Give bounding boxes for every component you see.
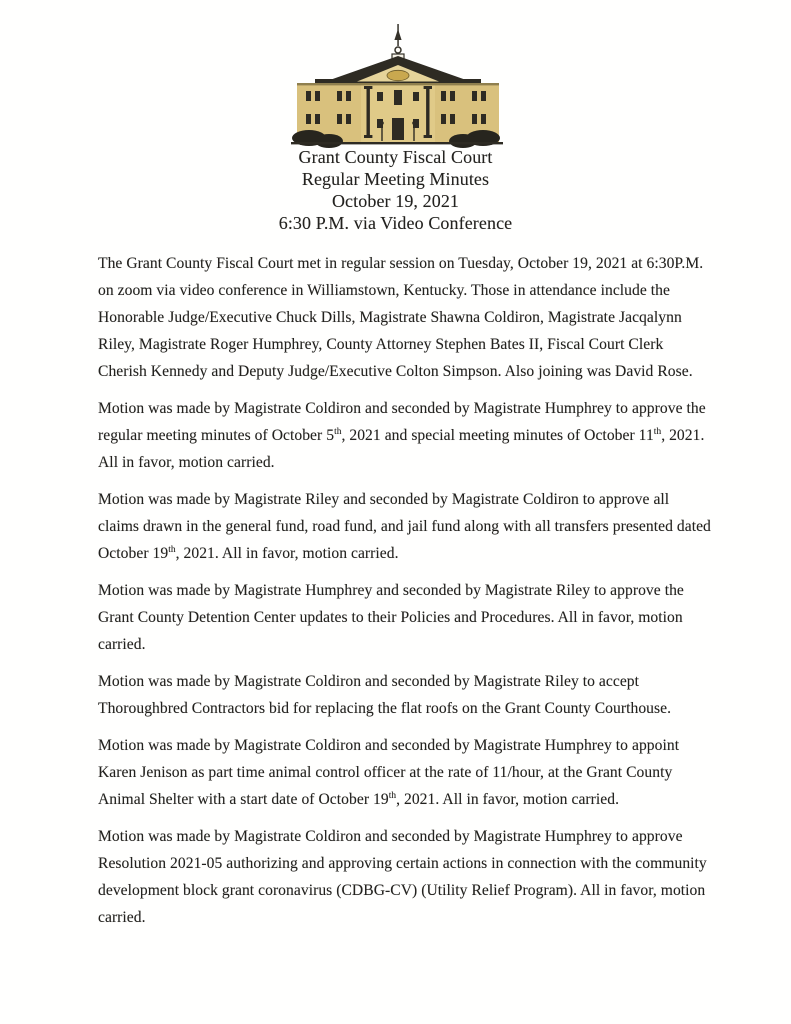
paragraph: Motion was made by Magistrate Riley and seconded by Magistrate Coldiron to approve all claims drawn in the general fund, road fund, and jail fund along with all transfers presented dated October 19th, 2021. All in favor, motion carried. <box>98 491 711 562</box>
paragraph: Motion was made by Magistrate Humphrey and seconded by Magistrate Riley to approve the Grant County Detention Center updates to their Policies and Procedures. All in favor, motion carried. <box>98 582 684 653</box>
title-line-court: Grant County Fiscal Court <box>298 147 493 167</box>
title-line-time: 6:30 P.M. via Video Conference <box>278 213 513 233</box>
paragraph: Motion was made by Magistrate Coldiron and seconded by Magistrate Riley to accept Thoroughbred Contractors bid for replacing the flat roofs on the Grant County Courthouse. <box>98 673 672 717</box>
document-body <box>98 250 714 941</box>
paragraph: Motion was made by Magistrate Coldiron and seconded by Magistrate Humphrey to appoint Karen Jenison as part time animal control officer at the rate of 11/hour, at the Grant County Animal Shelter with a start date of October 19th, 2021. All in favor, motion carried. <box>98 737 680 808</box>
title-line-date: October 19, 2021 <box>331 191 460 211</box>
courthouse-icon <box>281 24 511 157</box>
paragraph: Motion was made by Magistrate Coldiron and seconded by Magistrate Humphrey to approve Resolution 2021-05 authorizing and approving certain actions in connection with the community development block grant coronavirus (CDBG-CV) (Utility Relief Program). All in favor, motion carried. <box>98 828 707 926</box>
paragraph: The Grant County Fiscal Court met in regular session on Tuesday, October 19, 2021 at 6:30P.M. on zoom via video conference in Williamstown, Kentucky. Those in attendance include the Honorable Judge/Executive Chuck Dills, Magistrate Shawna Coldiron, Magistrate Jacqalynn Riley, Magistrate Roger Humphrey, County Attorney Stephen Bates II, Fiscal Court Clerk Cherish Kennedy and Deputy Judge/Executive Colton Simpson. Also joining was David Rose. <box>98 255 704 380</box>
paragraph: Motion was made by Magistrate Coldiron and seconded by Magistrate Humphrey to approve the regular meeting minutes of October 5th, 2021 and special meeting minutes of October 11th, 2021. All in favor, motion carried. <box>98 400 706 471</box>
courthouse-illustration <box>0 24 791 157</box>
document-title-block <box>0 146 791 234</box>
title-line-minutes: Regular Meeting Minutes <box>301 169 490 189</box>
